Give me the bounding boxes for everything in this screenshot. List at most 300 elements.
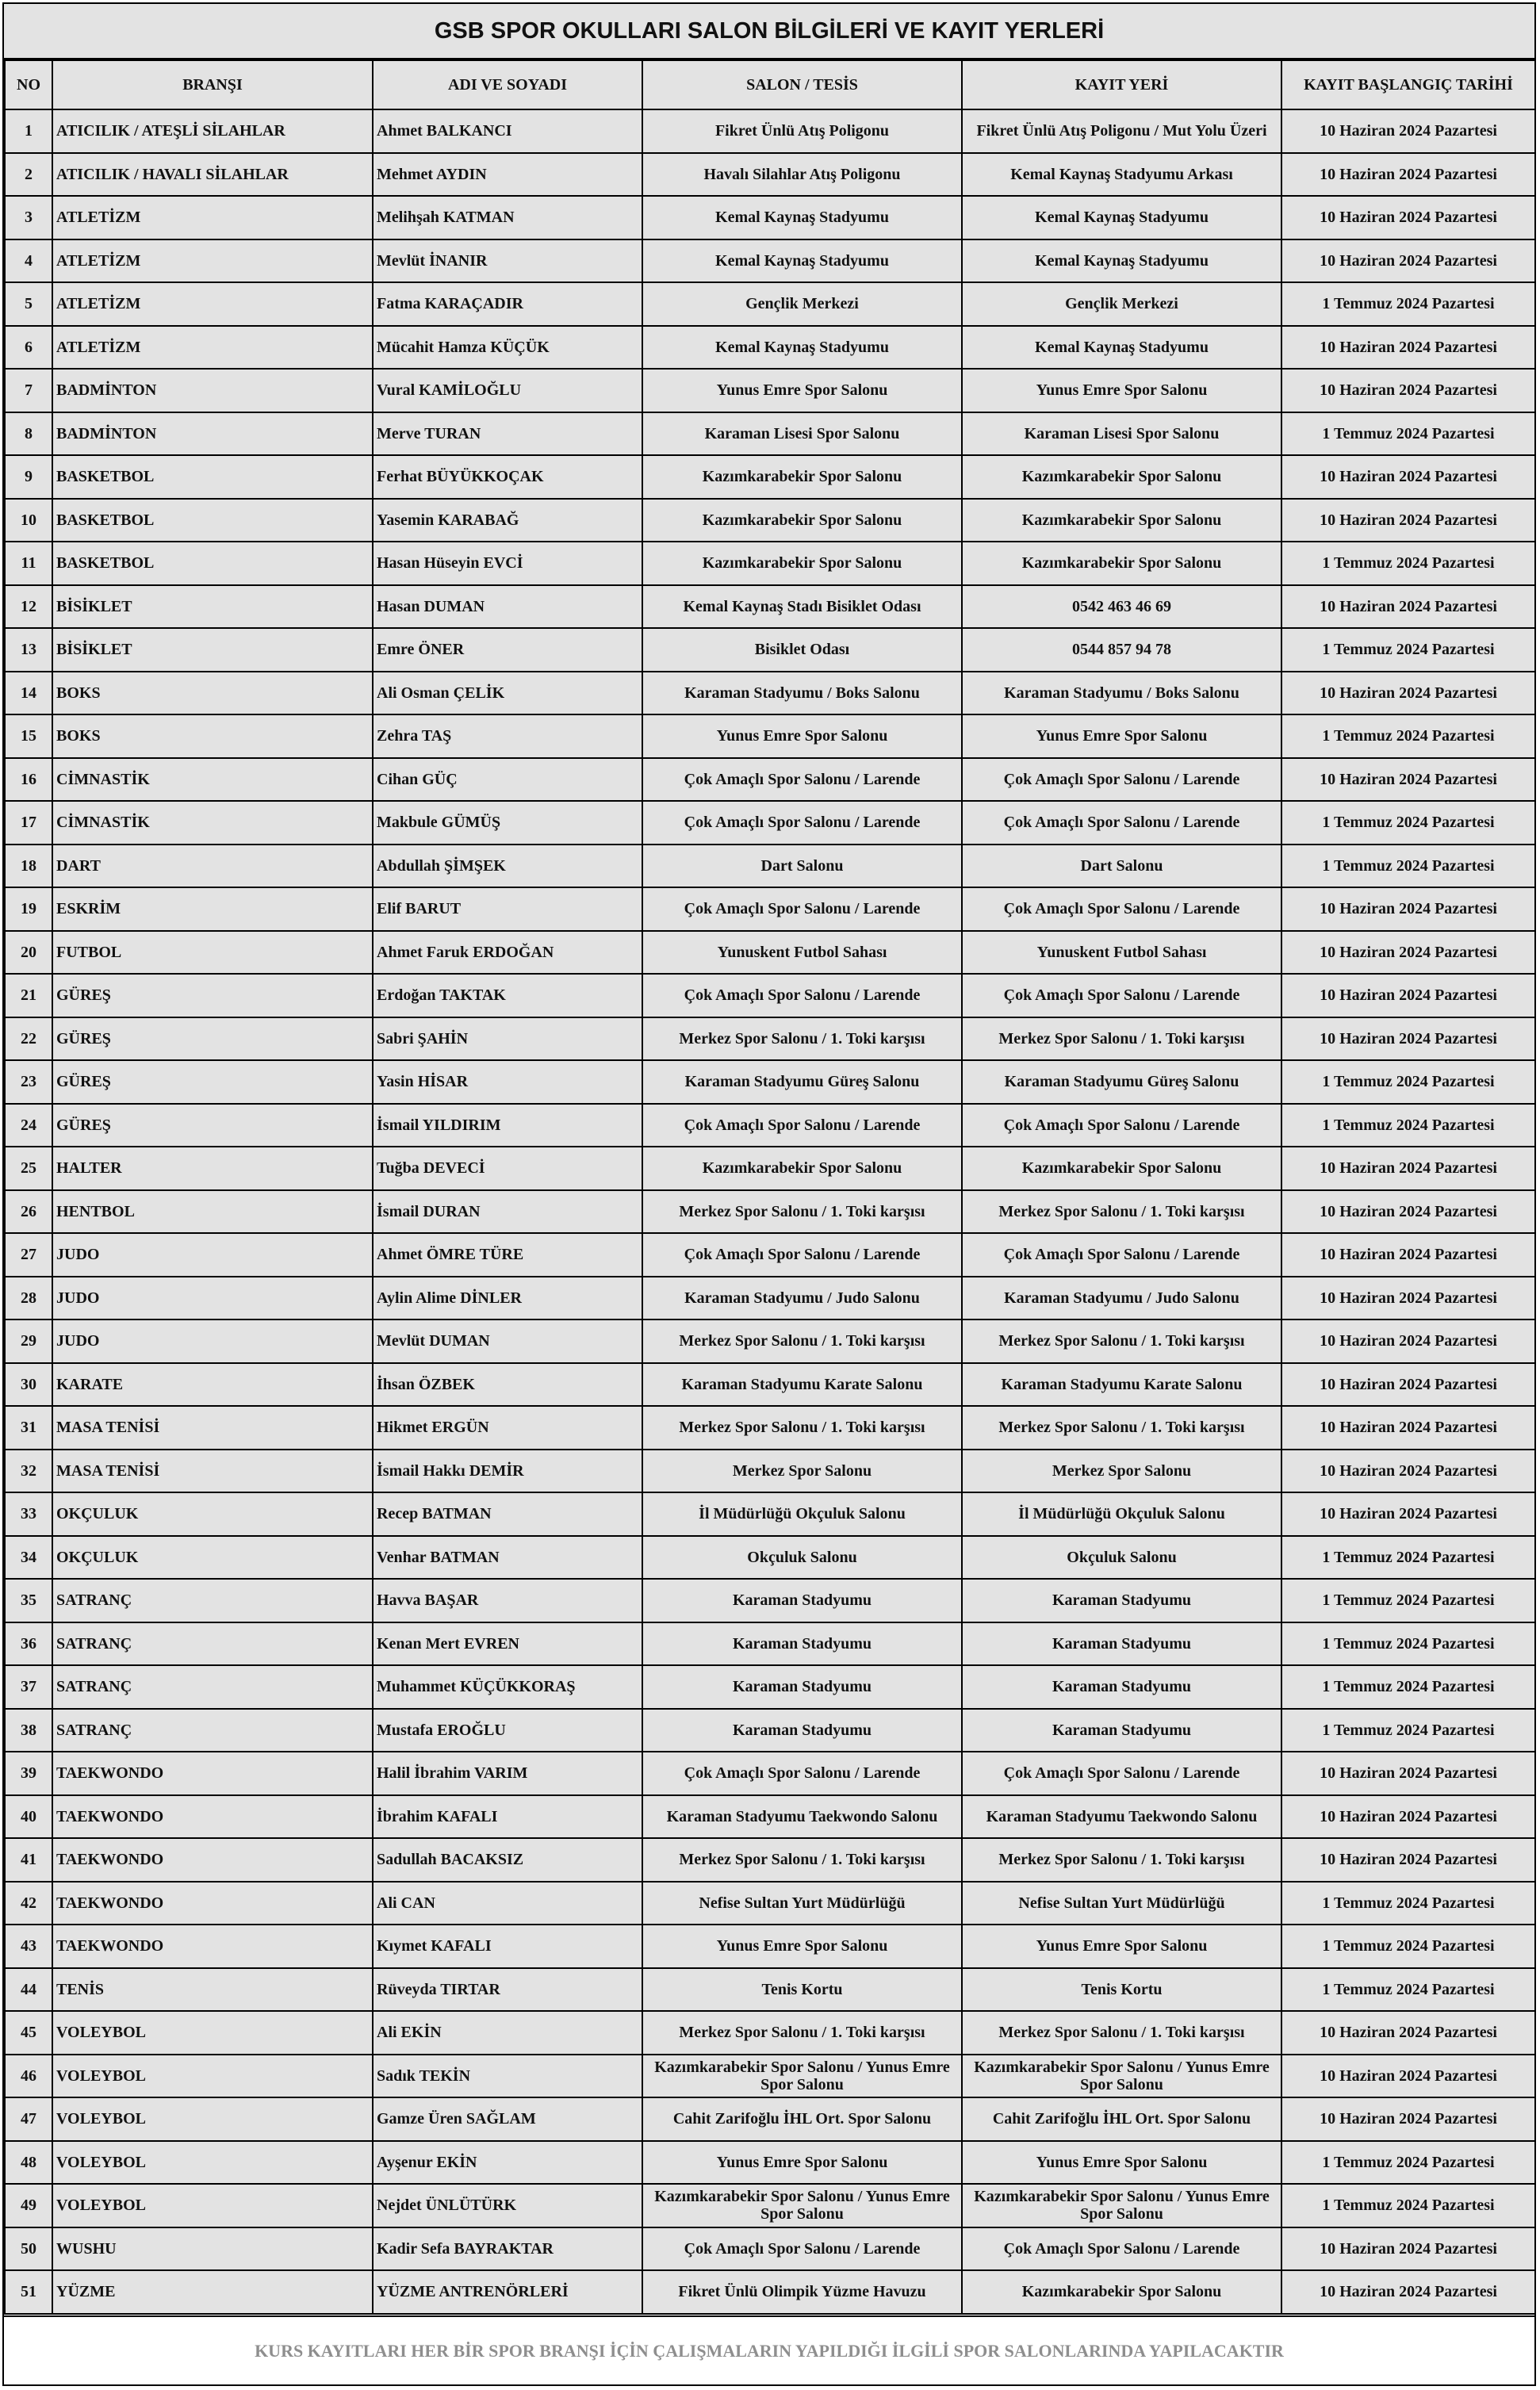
cell-salon-tesis: Cahit Zarifoğlu İHL Ort. Spor Salonu bbox=[642, 2097, 962, 2141]
cell-adi-soyadi: Ahmet ÖMRE TÜRE bbox=[373, 1233, 642, 1277]
cell-no: 41 bbox=[5, 1838, 52, 1882]
cell-brans: TAEKWONDO bbox=[52, 1752, 373, 1795]
table-row bbox=[5, 1277, 1535, 1320]
cell-salon-tesis: Merkez Spor Salonu / 1. Toki karşısı bbox=[642, 1406, 962, 1450]
cell-no: 29 bbox=[5, 1319, 52, 1363]
cell-kayit-tarihi: 10 Haziran 2024 Pazartesi bbox=[1281, 758, 1535, 802]
cell-brans: GÜREŞ bbox=[52, 974, 373, 1017]
cell-no: 31 bbox=[5, 1406, 52, 1450]
cell-no: 17 bbox=[5, 801, 52, 845]
cell-salon-tesis: Karaman Stadyumu bbox=[642, 1665, 962, 1709]
cell-no: 20 bbox=[5, 931, 52, 975]
cell-adi-soyadi: İhsan ÖZBEK bbox=[373, 1363, 642, 1407]
header-salon-tesis: SALON / TESİS bbox=[642, 60, 962, 109]
cell-kayit-tarihi: 10 Haziran 2024 Pazartesi bbox=[1281, 196, 1535, 239]
cell-kayit-tarihi: 1 Temmuz 2024 Pazartesi bbox=[1281, 542, 1535, 585]
cell-kayit-tarihi: 10 Haziran 2024 Pazartesi bbox=[1281, 2011, 1535, 2055]
cell-kayit-yeri: Yunus Emre Spor Salonu bbox=[962, 369, 1281, 412]
cell-kayit-yeri: Çok Amaçlı Spor Salonu / Larende bbox=[962, 801, 1281, 845]
cell-salon-tesis: Havalı Silahlar Atış Poligonu bbox=[642, 153, 962, 197]
cell-adi-soyadi: Emre ÖNER bbox=[373, 628, 642, 672]
table-row bbox=[5, 1319, 1535, 1363]
cell-kayit-yeri: Merkez Spor Salonu / 1. Toki karşısı bbox=[962, 1838, 1281, 1882]
table-row bbox=[5, 1536, 1535, 1580]
cell-no: 1 bbox=[5, 109, 52, 153]
table-row bbox=[5, 2270, 1535, 2314]
cell-no: 7 bbox=[5, 369, 52, 412]
cell-no: 28 bbox=[5, 1277, 52, 1320]
cell-kayit-tarihi: 1 Temmuz 2024 Pazartesi bbox=[1281, 1882, 1535, 1925]
table-row bbox=[5, 1925, 1535, 1968]
cell-adi-soyadi: Fatma KARAÇADIR bbox=[373, 282, 642, 326]
cell-adi-soyadi: Mevlüt İNANIR bbox=[373, 239, 642, 283]
cell-kayit-tarihi: 10 Haziran 2024 Pazartesi bbox=[1281, 455, 1535, 499]
cell-no: 51 bbox=[5, 2270, 52, 2314]
cell-brans: SATRANÇ bbox=[52, 1665, 373, 1709]
table-row bbox=[5, 1363, 1535, 1407]
table-row bbox=[5, 412, 1535, 456]
table-row bbox=[5, 369, 1535, 412]
cell-salon-tesis: Okçuluk Salonu bbox=[642, 1536, 962, 1580]
cell-no: 2 bbox=[5, 153, 52, 197]
cell-brans: OKÇULUK bbox=[52, 1492, 373, 1536]
cell-brans: ESKRİM bbox=[52, 887, 373, 931]
cell-kayit-yeri: Karaman Stadyumu bbox=[962, 1579, 1281, 1622]
cell-adi-soyadi: Vural KAMİLOĞLU bbox=[373, 369, 642, 412]
cell-kayit-yeri: Kazımkarabekir Spor Salonu bbox=[962, 1147, 1281, 1190]
cell-brans: BOKS bbox=[52, 714, 373, 758]
table-row bbox=[5, 974, 1535, 1017]
table-row bbox=[5, 2227, 1535, 2271]
cell-kayit-tarihi: 1 Temmuz 2024 Pazartesi bbox=[1281, 1925, 1535, 1968]
cell-adi-soyadi: Sadık TEKİN bbox=[373, 2055, 642, 2098]
cell-no: 36 bbox=[5, 1622, 52, 1666]
cell-no: 9 bbox=[5, 455, 52, 499]
cell-no: 40 bbox=[5, 1795, 52, 1839]
cell-kayit-tarihi: 10 Haziran 2024 Pazartesi bbox=[1281, 1190, 1535, 1234]
table-row bbox=[5, 2097, 1535, 2141]
cell-adi-soyadi: Kıymet KAFALI bbox=[373, 1925, 642, 1968]
cell-kayit-tarihi: 1 Temmuz 2024 Pazartesi bbox=[1281, 1622, 1535, 1666]
document-sheet bbox=[2, 2, 1536, 2386]
table-row bbox=[5, 1492, 1535, 1536]
cell-brans: HENTBOL bbox=[52, 1190, 373, 1234]
cell-kayit-yeri: Kazımkarabekir Spor Salonu bbox=[962, 542, 1281, 585]
table-row bbox=[5, 455, 1535, 499]
cell-salon-tesis: Dart Salonu bbox=[642, 845, 962, 888]
cell-kayit-tarihi: 10 Haziran 2024 Pazartesi bbox=[1281, 499, 1535, 542]
cell-brans: HALTER bbox=[52, 1147, 373, 1190]
cell-adi-soyadi: Gamze Üren SAĞLAM bbox=[373, 2097, 642, 2141]
cell-no: 12 bbox=[5, 585, 52, 629]
cell-no: 22 bbox=[5, 1017, 52, 1061]
cell-salon-tesis: Karaman Stadyumu / Judo Salonu bbox=[642, 1277, 962, 1320]
cell-no: 49 bbox=[5, 2184, 52, 2227]
cell-salon-tesis: Çok Amaçlı Spor Salonu / Larende bbox=[642, 974, 962, 1017]
cell-brans: MASA TENİSİ bbox=[52, 1406, 373, 1450]
table-row bbox=[5, 1665, 1535, 1709]
cell-salon-tesis: Kazımkarabekir Spor Salonu / Yunus Emre Spor Salonu bbox=[642, 2184, 962, 2227]
cell-adi-soyadi: İsmail Hakkı DEMİR bbox=[373, 1450, 642, 1493]
cell-adi-soyadi: İbrahim KAFALI bbox=[373, 1795, 642, 1839]
cell-adi-soyadi: Ahmet BALKANCI bbox=[373, 109, 642, 153]
cell-brans: BASKETBOL bbox=[52, 455, 373, 499]
table-row bbox=[5, 1882, 1535, 1925]
cell-brans: TAEKWONDO bbox=[52, 1925, 373, 1968]
table-header-row bbox=[5, 60, 1535, 109]
cell-kayit-tarihi: 10 Haziran 2024 Pazartesi bbox=[1281, 1795, 1535, 1839]
cell-brans: SATRANÇ bbox=[52, 1579, 373, 1622]
registration-table bbox=[4, 59, 1536, 2315]
cell-kayit-yeri: Karaman Stadyumu Karate Salonu bbox=[962, 1363, 1281, 1407]
cell-kayit-tarihi: 10 Haziran 2024 Pazartesi bbox=[1281, 931, 1535, 975]
cell-kayit-yeri: Çok Amaçlı Spor Salonu / Larende bbox=[962, 758, 1281, 802]
cell-no: 24 bbox=[5, 1104, 52, 1147]
cell-salon-tesis: Merkez Spor Salonu / 1. Toki karşısı bbox=[642, 2011, 962, 2055]
cell-adi-soyadi: Ali Osman ÇELİK bbox=[373, 672, 642, 715]
table-row bbox=[5, 1017, 1535, 1061]
cell-kayit-tarihi: 10 Haziran 2024 Pazartesi bbox=[1281, 1450, 1535, 1493]
cell-brans: VOLEYBOL bbox=[52, 2097, 373, 2141]
cell-adi-soyadi: Mehmet AYDIN bbox=[373, 153, 642, 197]
table-row bbox=[5, 845, 1535, 888]
cell-kayit-yeri: Kazımkarabekir Spor Salonu bbox=[962, 455, 1281, 499]
cell-salon-tesis: Kemal Kaynaş Stadyumu bbox=[642, 196, 962, 239]
cell-kayit-yeri: Karaman Stadyumu bbox=[962, 1709, 1281, 1752]
cell-kayit-tarihi: 1 Temmuz 2024 Pazartesi bbox=[1281, 282, 1535, 326]
cell-salon-tesis: Karaman Stadyumu Karate Salonu bbox=[642, 1363, 962, 1407]
cell-salon-tesis: İl Müdürlüğü Okçuluk Salonu bbox=[642, 1492, 962, 1536]
cell-adi-soyadi: Aylin Alime DİNLER bbox=[373, 1277, 642, 1320]
cell-kayit-yeri: Kazımkarabekir Spor Salonu / Yunus Emre Spor Salonu bbox=[962, 2055, 1281, 2098]
footer-note: KURS KAYITLARI HER BİR SPOR BRANŞI İÇİN ÇALIŞMALARIN YAPILDIĞI İLGİLİ SPOR SALONLARINDA YAPILACAKTIR bbox=[4, 2315, 1534, 2384]
cell-kayit-yeri: Çok Amaçlı Spor Salonu / Larende bbox=[962, 974, 1281, 1017]
cell-salon-tesis: Karaman Stadyumu / Boks Salonu bbox=[642, 672, 962, 715]
table-row bbox=[5, 499, 1535, 542]
cell-salon-tesis: Çok Amaçlı Spor Salonu / Larende bbox=[642, 2227, 962, 2271]
cell-no: 11 bbox=[5, 542, 52, 585]
cell-kayit-yeri: 0544 857 94 78 bbox=[962, 628, 1281, 672]
cell-salon-tesis: Karaman Stadyumu bbox=[642, 1622, 962, 1666]
cell-adi-soyadi: Makbule GÜMÜŞ bbox=[373, 801, 642, 845]
cell-no: 48 bbox=[5, 2141, 52, 2185]
table-row bbox=[5, 1579, 1535, 1622]
cell-kayit-yeri: Merkez Spor Salonu / 1. Toki karşısı bbox=[962, 1190, 1281, 1234]
cell-kayit-tarihi: 1 Temmuz 2024 Pazartesi bbox=[1281, 1968, 1535, 2012]
cell-adi-soyadi: Mücahit Hamza KÜÇÜK bbox=[373, 326, 642, 370]
cell-adi-soyadi: Venhar BATMAN bbox=[373, 1536, 642, 1580]
cell-no: 47 bbox=[5, 2097, 52, 2141]
cell-brans: JUDO bbox=[52, 1233, 373, 1277]
cell-brans: VOLEYBOL bbox=[52, 2184, 373, 2227]
cell-kayit-yeri: Karaman Stadyumu bbox=[962, 1665, 1281, 1709]
table-row bbox=[5, 1795, 1535, 1839]
cell-salon-tesis: Çok Amaçlı Spor Salonu / Larende bbox=[642, 887, 962, 931]
cell-kayit-yeri: Çok Amaçlı Spor Salonu / Larende bbox=[962, 1752, 1281, 1795]
cell-salon-tesis: Çok Amaçlı Spor Salonu / Larende bbox=[642, 1233, 962, 1277]
cell-no: 26 bbox=[5, 1190, 52, 1234]
cell-kayit-yeri: Merkez Spor Salonu / 1. Toki karşısı bbox=[962, 1017, 1281, 1061]
cell-no: 3 bbox=[5, 196, 52, 239]
table-row bbox=[5, 585, 1535, 629]
cell-brans: MASA TENİSİ bbox=[52, 1450, 373, 1493]
cell-salon-tesis: Yunus Emre Spor Salonu bbox=[642, 2141, 962, 2185]
cell-salon-tesis: Kemal Kaynaş Stadyumu bbox=[642, 326, 962, 370]
cell-adi-soyadi: Hasan DUMAN bbox=[373, 585, 642, 629]
cell-salon-tesis: Yunus Emre Spor Salonu bbox=[642, 1925, 962, 1968]
cell-brans: TENİS bbox=[52, 1968, 373, 2012]
table-row bbox=[5, 1190, 1535, 1234]
cell-kayit-yeri: Fikret Ünlü Atış Poligonu / Mut Yolu Üzeri bbox=[962, 109, 1281, 153]
cell-brans: ATLETİZM bbox=[52, 239, 373, 283]
table-row bbox=[5, 931, 1535, 975]
cell-kayit-tarihi: 10 Haziran 2024 Pazartesi bbox=[1281, 109, 1535, 153]
cell-no: 27 bbox=[5, 1233, 52, 1277]
cell-kayit-yeri: Merkez Spor Salonu / 1. Toki karşısı bbox=[962, 2011, 1281, 2055]
table-body bbox=[5, 109, 1535, 2314]
cell-kayit-yeri: Karaman Stadyumu bbox=[962, 1622, 1281, 1666]
cell-kayit-yeri: Merkez Spor Salonu / 1. Toki karşısı bbox=[962, 1319, 1281, 1363]
cell-salon-tesis: Karaman Stadyumu bbox=[642, 1709, 962, 1752]
cell-kayit-yeri: Nefise Sultan Yurt Müdürlüğü bbox=[962, 1882, 1281, 1925]
cell-salon-tesis: Kazımkarabekir Spor Salonu bbox=[642, 499, 962, 542]
cell-kayit-yeri: Çok Amaçlı Spor Salonu / Larende bbox=[962, 1233, 1281, 1277]
table-row bbox=[5, 1968, 1535, 2012]
cell-adi-soyadi: Kadir Sefa BAYRAKTAR bbox=[373, 2227, 642, 2271]
cell-no: 4 bbox=[5, 239, 52, 283]
cell-brans: GÜREŞ bbox=[52, 1017, 373, 1061]
cell-salon-tesis: Çok Amaçlı Spor Salonu / Larende bbox=[642, 1752, 962, 1795]
table-row bbox=[5, 1233, 1535, 1277]
table-row bbox=[5, 1147, 1535, 1190]
cell-kayit-tarihi: 10 Haziran 2024 Pazartesi bbox=[1281, 1147, 1535, 1190]
cell-kayit-yeri: Çok Amaçlı Spor Salonu / Larende bbox=[962, 2227, 1281, 2271]
cell-kayit-tarihi: 1 Temmuz 2024 Pazartesi bbox=[1281, 1709, 1535, 1752]
cell-kayit-yeri: Dart Salonu bbox=[962, 845, 1281, 888]
cell-brans: TAEKWONDO bbox=[52, 1838, 373, 1882]
cell-kayit-tarihi: 1 Temmuz 2024 Pazartesi bbox=[1281, 628, 1535, 672]
table-row bbox=[5, 1104, 1535, 1147]
cell-kayit-tarihi: 1 Temmuz 2024 Pazartesi bbox=[1281, 1104, 1535, 1147]
cell-adi-soyadi: İsmail YILDIRIM bbox=[373, 1104, 642, 1147]
cell-no: 38 bbox=[5, 1709, 52, 1752]
cell-kayit-tarihi: 1 Temmuz 2024 Pazartesi bbox=[1281, 1060, 1535, 1104]
cell-kayit-tarihi: 10 Haziran 2024 Pazartesi bbox=[1281, 1017, 1535, 1061]
cell-kayit-yeri: Kemal Kaynaş Stadyumu bbox=[962, 326, 1281, 370]
cell-kayit-tarihi: 10 Haziran 2024 Pazartesi bbox=[1281, 1406, 1535, 1450]
cell-brans: BOKS bbox=[52, 672, 373, 715]
cell-kayit-yeri: Yunus Emre Spor Salonu bbox=[962, 1925, 1281, 1968]
cell-no: 42 bbox=[5, 1882, 52, 1925]
cell-no: 43 bbox=[5, 1925, 52, 1968]
cell-brans: ATICILIK / HAVALI SİLAHLAR bbox=[52, 153, 373, 197]
cell-kayit-yeri: Kemal Kaynaş Stadyumu bbox=[962, 196, 1281, 239]
cell-kayit-tarihi: 1 Temmuz 2024 Pazartesi bbox=[1281, 2184, 1535, 2227]
cell-adi-soyadi: Sadullah BACAKSIZ bbox=[373, 1838, 642, 1882]
cell-brans: JUDO bbox=[52, 1319, 373, 1363]
cell-kayit-tarihi: 10 Haziran 2024 Pazartesi bbox=[1281, 1363, 1535, 1407]
cell-adi-soyadi: Hasan Hüseyin EVCİ bbox=[373, 542, 642, 585]
cell-brans: WUSHU bbox=[52, 2227, 373, 2271]
cell-kayit-yeri: İl Müdürlüğü Okçuluk Salonu bbox=[962, 1492, 1281, 1536]
table-row bbox=[5, 1406, 1535, 1450]
cell-no: 6 bbox=[5, 326, 52, 370]
cell-kayit-tarihi: 10 Haziran 2024 Pazartesi bbox=[1281, 887, 1535, 931]
cell-no: 5 bbox=[5, 282, 52, 326]
cell-kayit-tarihi: 10 Haziran 2024 Pazartesi bbox=[1281, 326, 1535, 370]
cell-brans: ATICILIK / ATEŞLİ SİLAHLAR bbox=[52, 109, 373, 153]
cell-kayit-tarihi: 10 Haziran 2024 Pazartesi bbox=[1281, 153, 1535, 197]
table-row bbox=[5, 1060, 1535, 1104]
cell-no: 13 bbox=[5, 628, 52, 672]
cell-no: 30 bbox=[5, 1363, 52, 1407]
page-title: GSB SPOR OKULLARI SALON BİLGİLERİ VE KAYIT YERLERİ bbox=[4, 4, 1534, 59]
cell-salon-tesis: Karaman Stadyumu bbox=[642, 1579, 962, 1622]
cell-brans: GÜREŞ bbox=[52, 1104, 373, 1147]
cell-brans: BİSİKLET bbox=[52, 628, 373, 672]
cell-salon-tesis: Karaman Lisesi Spor Salonu bbox=[642, 412, 962, 456]
cell-no: 35 bbox=[5, 1579, 52, 1622]
cell-kayit-yeri: Çok Amaçlı Spor Salonu / Larende bbox=[962, 1104, 1281, 1147]
cell-salon-tesis: Gençlik Merkezi bbox=[642, 282, 962, 326]
cell-no: 44 bbox=[5, 1968, 52, 2012]
cell-salon-tesis: Nefise Sultan Yurt Müdürlüğü bbox=[642, 1882, 962, 1925]
cell-brans: BASKETBOL bbox=[52, 542, 373, 585]
cell-brans: OKÇULUK bbox=[52, 1536, 373, 1580]
cell-brans: BASKETBOL bbox=[52, 499, 373, 542]
cell-no: 37 bbox=[5, 1665, 52, 1709]
cell-kayit-yeri: Merkez Spor Salonu / 1. Toki karşısı bbox=[962, 1406, 1281, 1450]
cell-adi-soyadi: İsmail DURAN bbox=[373, 1190, 642, 1234]
cell-brans: CİMNASTİK bbox=[52, 758, 373, 802]
cell-no: 18 bbox=[5, 845, 52, 888]
cell-kayit-yeri: Kazımkarabekir Spor Salonu / Yunus Emre Spor Salonu bbox=[962, 2184, 1281, 2227]
cell-brans: TAEKWONDO bbox=[52, 1882, 373, 1925]
cell-kayit-yeri: Karaman Stadyumu / Judo Salonu bbox=[962, 1277, 1281, 1320]
cell-adi-soyadi: Nejdet ÜNLÜTÜRK bbox=[373, 2184, 642, 2227]
cell-brans: BİSİKLET bbox=[52, 585, 373, 629]
cell-salon-tesis: Bisiklet Odası bbox=[642, 628, 962, 672]
cell-brans: SATRANÇ bbox=[52, 1709, 373, 1752]
cell-adi-soyadi: Rüveyda TIRTAR bbox=[373, 1968, 642, 2012]
table-row bbox=[5, 239, 1535, 283]
cell-adi-soyadi: Ali EKİN bbox=[373, 2011, 642, 2055]
cell-adi-soyadi: Zehra TAŞ bbox=[373, 714, 642, 758]
cell-salon-tesis: Yunuskent Futbol Sahası bbox=[642, 931, 962, 975]
cell-no: 8 bbox=[5, 412, 52, 456]
cell-salon-tesis: Merkez Spor Salonu / 1. Toki karşısı bbox=[642, 1319, 962, 1363]
cell-kayit-yeri: Cahit Zarifoğlu İHL Ort. Spor Salonu bbox=[962, 2097, 1281, 2141]
cell-adi-soyadi: Havva BAŞAR bbox=[373, 1579, 642, 1622]
cell-salon-tesis: Karaman Stadyumu Taekwondo Salonu bbox=[642, 1795, 962, 1839]
cell-no: 25 bbox=[5, 1147, 52, 1190]
cell-kayit-tarihi: 10 Haziran 2024 Pazartesi bbox=[1281, 1752, 1535, 1795]
cell-kayit-tarihi: 1 Temmuz 2024 Pazartesi bbox=[1281, 1536, 1535, 1580]
cell-adi-soyadi: YÜZME ANTRENÖRLERİ bbox=[373, 2270, 642, 2314]
cell-kayit-yeri: Tenis Kortu bbox=[962, 1968, 1281, 2012]
cell-adi-soyadi: Ferhat BÜYÜKKOÇAK bbox=[373, 455, 642, 499]
cell-brans: VOLEYBOL bbox=[52, 2011, 373, 2055]
cell-no: 32 bbox=[5, 1450, 52, 1493]
cell-kayit-yeri: Yunuskent Futbol Sahası bbox=[962, 931, 1281, 975]
cell-adi-soyadi: Elif BARUT bbox=[373, 887, 642, 931]
cell-adi-soyadi: Mustafa EROĞLU bbox=[373, 1709, 642, 1752]
cell-kayit-yeri: Karaman Stadyumu Taekwondo Salonu bbox=[962, 1795, 1281, 1839]
cell-salon-tesis: Yunus Emre Spor Salonu bbox=[642, 714, 962, 758]
table-row bbox=[5, 196, 1535, 239]
cell-kayit-yeri: Yunus Emre Spor Salonu bbox=[962, 714, 1281, 758]
cell-no: 39 bbox=[5, 1752, 52, 1795]
cell-adi-soyadi: Merve TURAN bbox=[373, 412, 642, 456]
cell-kayit-tarihi: 10 Haziran 2024 Pazartesi bbox=[1281, 2227, 1535, 2271]
cell-salon-tesis: Fikret Ünlü Atış Poligonu bbox=[642, 109, 962, 153]
table-row bbox=[5, 109, 1535, 153]
cell-kayit-tarihi: 1 Temmuz 2024 Pazartesi bbox=[1281, 845, 1535, 888]
cell-kayit-tarihi: 10 Haziran 2024 Pazartesi bbox=[1281, 2055, 1535, 2098]
table-row bbox=[5, 2141, 1535, 2185]
cell-kayit-tarihi: 10 Haziran 2024 Pazartesi bbox=[1281, 1277, 1535, 1320]
cell-adi-soyadi: Erdoğan TAKTAK bbox=[373, 974, 642, 1017]
cell-no: 45 bbox=[5, 2011, 52, 2055]
cell-no: 14 bbox=[5, 672, 52, 715]
cell-brans: FUTBOL bbox=[52, 931, 373, 975]
cell-brans: VOLEYBOL bbox=[52, 2141, 373, 2185]
cell-salon-tesis: Kazımkarabekir Spor Salonu / Yunus Emre Spor Salonu bbox=[642, 2055, 962, 2098]
cell-kayit-tarihi: 10 Haziran 2024 Pazartesi bbox=[1281, 974, 1535, 1017]
cell-adi-soyadi: Recep BATMAN bbox=[373, 1492, 642, 1536]
cell-salon-tesis: Kemal Kaynaş Stadyumu bbox=[642, 239, 962, 283]
table-row bbox=[5, 1709, 1535, 1752]
cell-kayit-yeri: Yunus Emre Spor Salonu bbox=[962, 2141, 1281, 2185]
cell-kayit-tarihi: 10 Haziran 2024 Pazartesi bbox=[1281, 672, 1535, 715]
table-row bbox=[5, 542, 1535, 585]
cell-kayit-tarihi: 1 Temmuz 2024 Pazartesi bbox=[1281, 1665, 1535, 1709]
cell-kayit-tarihi: 1 Temmuz 2024 Pazartesi bbox=[1281, 412, 1535, 456]
cell-salon-tesis: Merkez Spor Salonu / 1. Toki karşısı bbox=[642, 1838, 962, 1882]
cell-brans: KARATE bbox=[52, 1363, 373, 1407]
cell-no: 10 bbox=[5, 499, 52, 542]
cell-adi-soyadi: Mevlüt DUMAN bbox=[373, 1319, 642, 1363]
cell-salon-tesis: Yunus Emre Spor Salonu bbox=[642, 369, 962, 412]
cell-brans: DART bbox=[52, 845, 373, 888]
cell-kayit-yeri: Kazımkarabekir Spor Salonu bbox=[962, 2270, 1281, 2314]
cell-adi-soyadi: Melihşah KATMAN bbox=[373, 196, 642, 239]
header-adi-soyadi: ADI VE SOYADI bbox=[373, 60, 642, 109]
cell-brans: VOLEYBOL bbox=[52, 2055, 373, 2098]
cell-kayit-yeri: Okçuluk Salonu bbox=[962, 1536, 1281, 1580]
cell-adi-soyadi: Hikmet ERGÜN bbox=[373, 1406, 642, 1450]
cell-adi-soyadi: Muhammet KÜÇÜKKORAŞ bbox=[373, 1665, 642, 1709]
table-row bbox=[5, 758, 1535, 802]
cell-brans: SATRANÇ bbox=[52, 1622, 373, 1666]
cell-adi-soyadi: Yasemin KARABAĞ bbox=[373, 499, 642, 542]
cell-adi-soyadi: Kenan Mert EVREN bbox=[373, 1622, 642, 1666]
cell-kayit-tarihi: 1 Temmuz 2024 Pazartesi bbox=[1281, 1579, 1535, 1622]
table-row bbox=[5, 2184, 1535, 2227]
cell-salon-tesis: Çok Amaçlı Spor Salonu / Larende bbox=[642, 1104, 962, 1147]
cell-kayit-tarihi: 10 Haziran 2024 Pazartesi bbox=[1281, 1233, 1535, 1277]
table-row bbox=[5, 628, 1535, 672]
cell-kayit-yeri: 0542 463 46 69 bbox=[962, 585, 1281, 629]
cell-kayit-yeri: Kemal Kaynaş Stadyumu Arkası bbox=[962, 153, 1281, 197]
table-row bbox=[5, 1622, 1535, 1666]
cell-salon-tesis: Merkez Spor Salonu bbox=[642, 1450, 962, 1493]
table-row bbox=[5, 2011, 1535, 2055]
cell-salon-tesis: Karaman Stadyumu Güreş Salonu bbox=[642, 1060, 962, 1104]
cell-kayit-yeri: Merkez Spor Salonu bbox=[962, 1450, 1281, 1493]
cell-adi-soyadi: Sabri ŞAHİN bbox=[373, 1017, 642, 1061]
cell-adi-soyadi: Yasin HİSAR bbox=[373, 1060, 642, 1104]
